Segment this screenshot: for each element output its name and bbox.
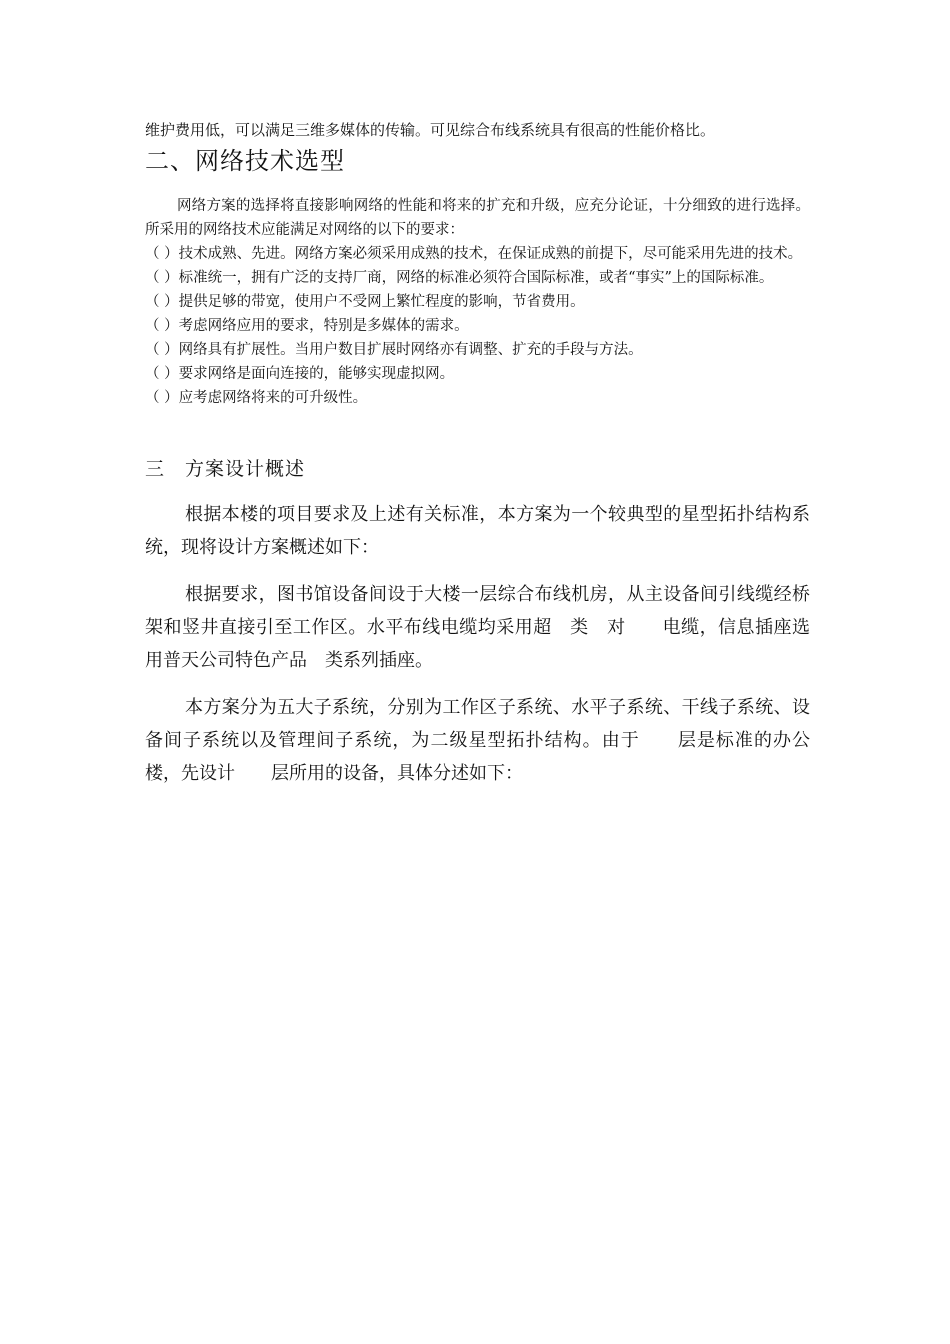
section-3-paragraph: 本方案分为五大子系统，分别为工作区子系统、水平子系统、干线子系统、设备间子系统以及管理间子系统，为二级星型拓扑结构。由于 层是标准的办公楼，先设计 层所用的设备，具体分述如下：	[145, 697, 810, 784]
requirement-item: （ ）提供足够的带宽，使用户不受网上繁忙程度的影响，节省费用。	[145, 294, 585, 310]
section-2-intro: 网络方案的选择将直接影响网络的性能和将来的扩充和升级，应充分论证，十分细致的进行选择。所采用的网络技术应能满足对网络的以下的要求：	[145, 198, 810, 238]
section-3-paragraph: 根据要求，图书馆设备间设于大楼一层综合布线机房，从主设备间引线缆经桥架和竖井直接引至工作区。水平布线电缆均采用超 类 对 电缆，信息插座选用普天公司特色产品 类系列插座。	[145, 584, 810, 671]
requirements-list	[145, 242, 810, 410]
section-2-heading: 二、网络技术选型	[145, 147, 345, 175]
section-3-paragraph: 根据本楼的项目要求及上述有关标准，本方案为一个较典型的星型拓扑结构系统，现将设计方案概述如下：	[145, 504, 810, 558]
requirement-item: （ ）考虑网络应用的要求，特别是多媒体的需求。	[145, 318, 469, 334]
intro-paragraph: 维护费用低，可以满足三维多媒体的传输。可见综合布线系统具有很高的性能价格比。	[145, 121, 716, 139]
requirement-item: （ ）技术成熟、先进。网络方案必须采用成熟的技术，在保证成熟的前提下，尽可能采用先进的技术。	[145, 246, 803, 262]
document-body	[145, 118, 810, 804]
requirement-item: （ ）标准统一，拥有广泛的支持厂商，网络的标准必须符合国际标准，或者“事实”上的国际标准。	[145, 270, 774, 286]
requirement-item: （ ）应考虑网络将来的可升级性。	[145, 390, 368, 406]
requirement-item: （ ）要求网络是面向连接的，能够实现虚拟网。	[145, 366, 455, 382]
requirement-item: （ ）网络具有扩展性。当用户数目扩展时网络亦有调整、扩充的手段与方法。	[145, 342, 643, 358]
section-3-heading: 三 方案设计概述	[145, 458, 306, 480]
